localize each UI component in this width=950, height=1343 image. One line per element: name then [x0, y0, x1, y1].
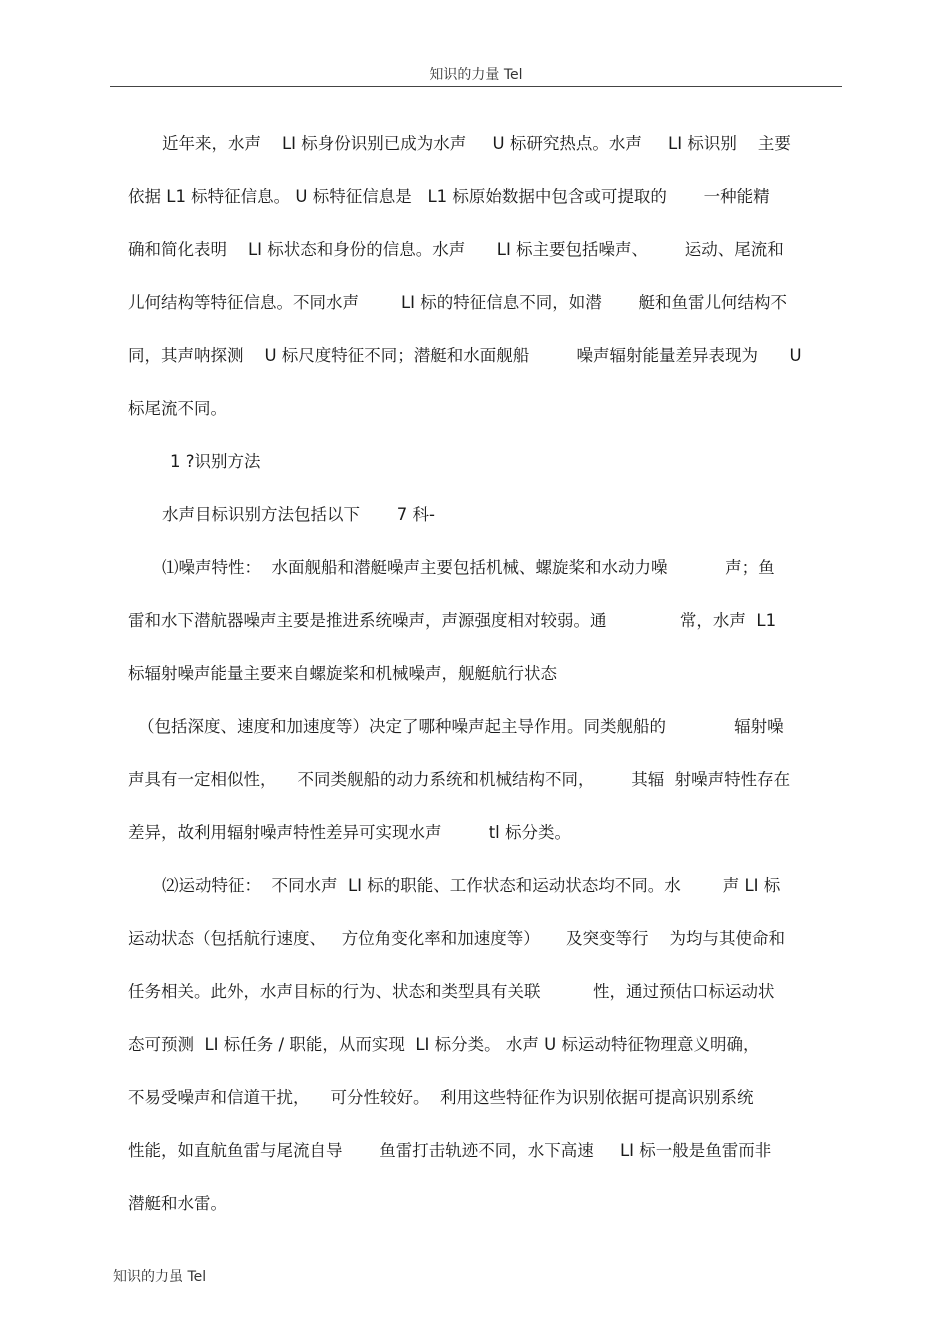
text-line: 确和简化表明 LI 标状态和身份的信息。水声 LI 标主要包括噪声、 运动、尾流和: [128, 240, 784, 259]
text-line: 声具有一定相似性， 不同类舰船的动力系统和机械结构不同， 其辐 射噪声特性存在: [128, 770, 791, 789]
text-line: 雷和水下潜航器噪声主要是推进系统噪声，声源强度相对较弱。通 常，水声 L1: [128, 611, 777, 630]
page-header: 知识的力量 Tel: [429, 67, 523, 83]
text-line: 近年来，水声 LI 标身份识别已成为水声 U 标研究热点。水声 LI 标识别 主要: [162, 134, 791, 153]
text-line: （包括深度、速度和加速度等）决定了哪种噪声起主导作用。同类舰船的 辐射噪: [138, 717, 784, 736]
text-line: 不易受噪声和信道干扰， 可分性较好。 利用这些特征作为识别依据可提高识别系统: [128, 1088, 754, 1107]
text-line: 同，其声呐探测 U 标尺度特征不同；潜艇和水面舰船 噪声辐射能量差异表现为 U: [128, 346, 802, 365]
text-line: ⑵运动特征： 不同水声 LI 标的职能、工作状态和运动状态均不同。水 声 LI 标: [162, 876, 781, 895]
text-line: 运动状态（包括航行速度、 方位角变化率和加速度等） 及突变等行 为均与其使命和: [128, 929, 785, 948]
header-rule: [110, 86, 842, 87]
text-line: 潜艇和水雷。: [128, 1194, 227, 1213]
text-line: 态可预测 LI 标任务 / 职能，从而实现 LI 标分类。 水声 U 标运动特征物理意义明确，: [128, 1035, 760, 1054]
text-line: 儿何结构等特征信息。不同水声 LI 标的特征信息不同，如潜 艇和鱼雷儿何结构不: [128, 293, 787, 312]
text-line: 差异，故利用辐射噪声特性差异可实现水声 tl 标分类。: [128, 823, 572, 842]
section-heading: 1 ?识别方法: [170, 452, 261, 471]
text-line: 任务相关。此外，水声目标的行为、状态和类型具有关联 性，通过预估口标运动状: [128, 982, 775, 1001]
text-line: ⑴噪声特性： 水面舰船和潜艇噪声主要包括机械、螺旋桨和水动力噪 声；鱼: [162, 558, 775, 577]
text-line: 标尾流不同。: [128, 399, 227, 418]
page-footer: 知识的力虽 Tel: [113, 1269, 207, 1285]
text-line: 标辐射噪声能量主要来自螺旋桨和机械噪声，舰艇航行状态: [128, 664, 557, 683]
text-line: 水声目标识别方法包括以下 7 科-: [162, 505, 435, 524]
text-line: 依据 L1 标特征信息。 U 标特征信息是 L1 标原始数据中包含或可提取的 一种能精: [128, 187, 770, 206]
text-line: 性能，如直航鱼雷与尾流自导 鱼雷打击轨迹不同，水下高速 LI 标一般是鱼雷而非: [128, 1141, 772, 1160]
